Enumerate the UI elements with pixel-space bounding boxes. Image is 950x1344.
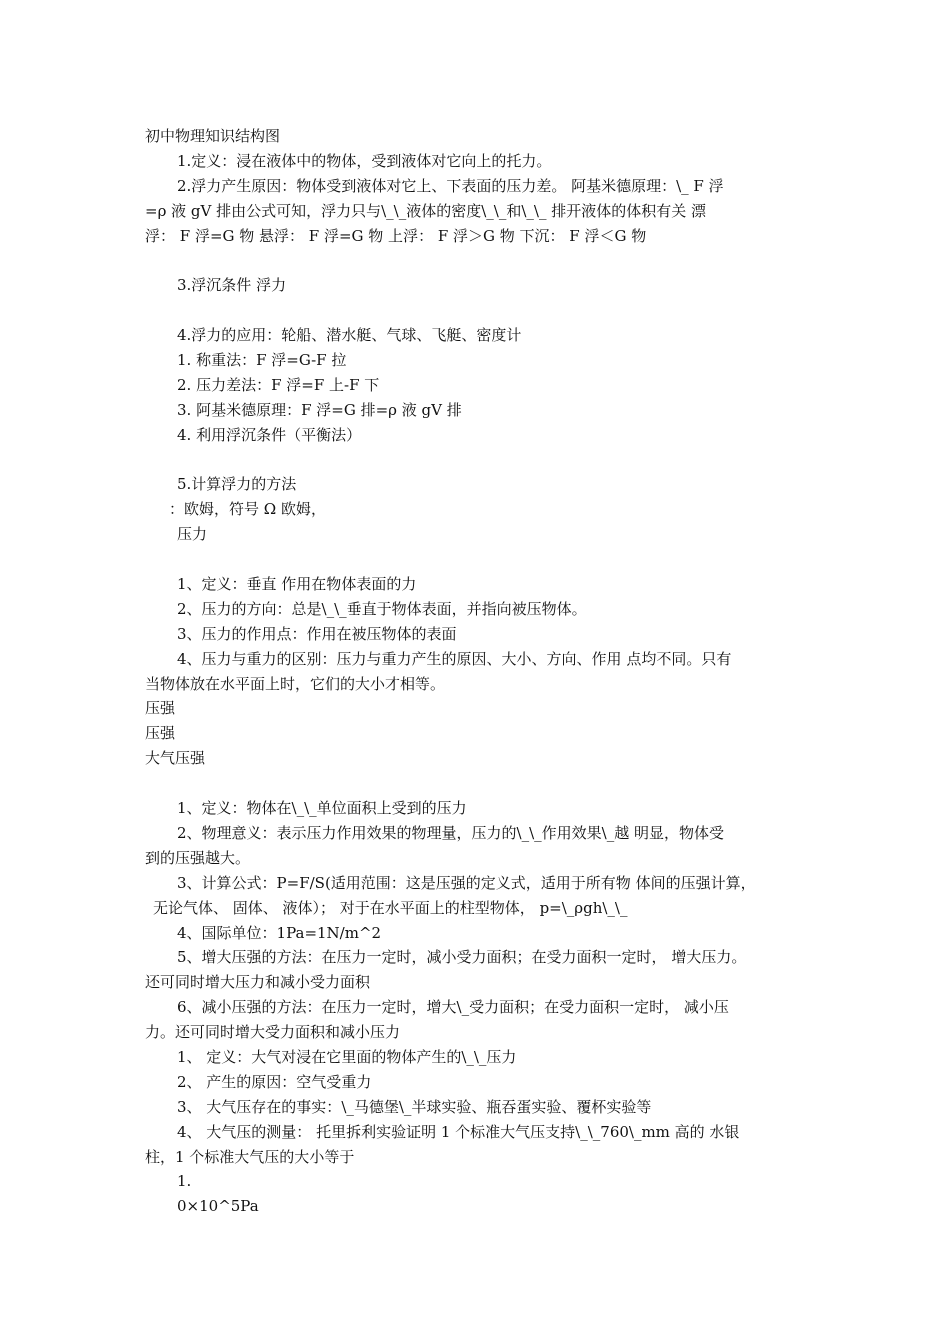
text-line: 4. 利用浮沉条件（平衡法） [177, 425, 362, 444]
text-line: 到的压强越大。 [145, 848, 251, 867]
text-line: 无论气体、 固体、 液体）； 对于在水平面上的柱型物体， p=\_ρgh\_\_ [153, 898, 628, 917]
text-line: 当物体放在水平面上时，它们的大小才相等。 [145, 674, 446, 693]
text-line: 4、 大气压的测量： 托里拆利实验证明 1 个标准大气压支持\_\_760\_mm 高的 水银 [177, 1122, 740, 1141]
text-line: 1、定义：物体在\_\_单位面积上受到的压力 [177, 799, 467, 818]
text-line: 浮： F 浮=G 物 悬浮： F 浮=G 物 上浮： F 浮＞G 物 下沉： F 浮＜G 物 [145, 226, 647, 245]
text-line: 2、 产生的原因：空气受重力 [177, 1072, 372, 1091]
text-line: 3、 大气压存在的事实：\_马德堡\_半球实验、瓶吞蛋实验、覆杯实验等 [177, 1097, 652, 1116]
text-line: 3.浮沉条件 浮力 [177, 276, 287, 295]
text-line: 力。还可同时增大受力面积和减小压力 [145, 1023, 401, 1042]
text-line: 柱，1 个标准大气压的大小等于 [145, 1147, 355, 1166]
blank-line [145, 448, 813, 473]
text-line: ：欧姆，符号 Ω 欧姆， [169, 500, 326, 519]
text-line: 2. 压力差法：F 浮=F 上-F 下 [177, 375, 380, 394]
section-heading: 压强 [145, 699, 176, 718]
document-title: 初中物理知识结构图 [145, 127, 281, 145]
text-line: 3. 阿基米德原理：F 浮=G 排=ρ 液 gV 排 [177, 400, 462, 419]
text-line: 4、国际单位：1Pa=1N/m^2 [177, 923, 382, 942]
text-line: 4、压力与重力的区别：压力与重力产生的原因、大小、方向、作用 点均不同。只有 [177, 649, 732, 668]
text-line: 1. [177, 1172, 192, 1191]
text-line: 1. 称重法：F 浮=G-F 拉 [177, 351, 347, 370]
blank-line [145, 298, 813, 323]
text-line: 3、计算公式：P=F/S(适用范围：这是压强的定义式，适用于所有物 体间的压强计算， [177, 873, 756, 892]
text-line: 5.计算浮力的方法 [177, 475, 297, 494]
section-heading: 压力 [177, 525, 208, 544]
document-page [145, 124, 813, 1219]
text-line: =ρ 液 gV 排由公式可知，浮力只与\_\_液体的密度\_\_和\_\_ 排开液体的体积有关 漂 [145, 201, 706, 220]
text-line: 2、压力的方向：总是\_\_垂直于物体表面，并指向被压物体。 [177, 599, 587, 618]
text-line: 0×10^5Pa [177, 1197, 259, 1216]
text-line: 1、 定义：大气对浸在它里面的物体产生的\_\_压力 [177, 1047, 517, 1066]
text-line: 1、定义：垂直 作用在物体表面的力 [177, 575, 417, 594]
text-line: 还可同时增大压力和减小受力面积 [145, 973, 371, 992]
text-line: 4.浮力的应用：轮船、潜水艇、气球、飞艇、密度计 [177, 326, 522, 345]
text-line: 5、增大压强的方法：在压力一定时，减小受力面积；在受力面积一定时， 增大压力。 [177, 948, 747, 967]
text-line: 6、减小压强的方法：在压力一定时，增大\_受力面积；在受力面积一定时， 减小压 [177, 998, 729, 1017]
blank-line [145, 547, 813, 572]
text-line: 3、压力的作用点：作用在被压物体的表面 [177, 624, 457, 643]
section-heading: 压强 [145, 724, 176, 743]
blank-line [145, 248, 813, 273]
section-heading: 大气压强 [145, 749, 206, 768]
text-line: 2、物理意义：表示压力作用效果的物理量，压力的\_\_作用效果\_越 明显，物体受 [177, 823, 724, 842]
text-line: 1.定义：浸在液体中的物体，受到液体对它向上的托力。 [177, 151, 552, 170]
text-line: 2.浮力产生原因：物体受到液体对它上、下表面的压力差。 阿基米德原理：\_ F 浮 [177, 176, 724, 195]
blank-line [145, 771, 813, 796]
